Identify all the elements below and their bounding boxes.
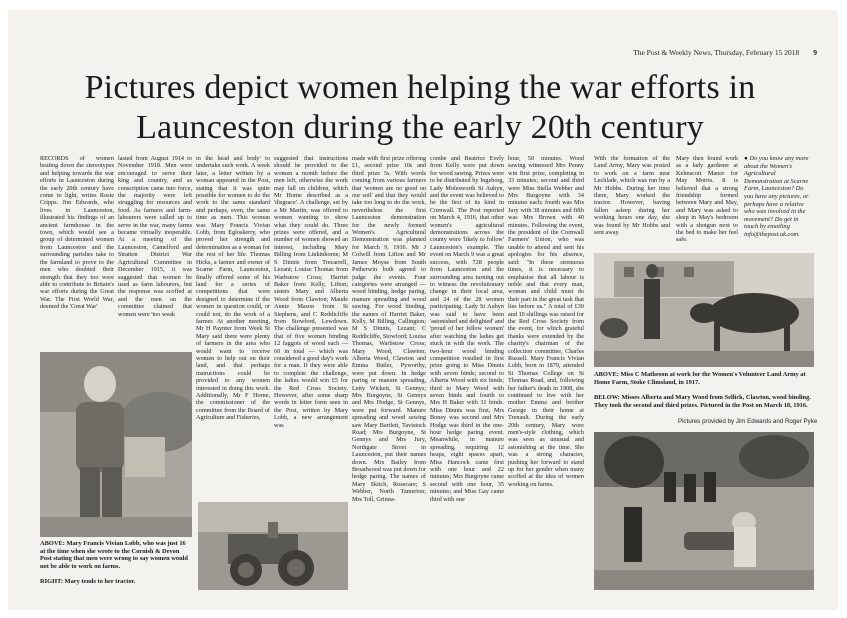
column-text: Mary then found work as a lady gardener at Kelmscott Manor for May Morris. It is believed that a strong friendship formed between Mary and May, and Mary was asked to sleep in May's bedroom with a shotgun next to the bed to make her feel safe. xyxy=(676,155,738,244)
caption-mary-lobb: ABOVE: Mary Francis Vivian Lobb, who was just 16 at the time when she wrote to the Cornish & Devon Post stating that men were wrong to say women would not be able to work on farms. xyxy=(40,540,188,570)
article-column-1 xyxy=(40,155,114,347)
headline-line-2: Launceston during the early 20th century xyxy=(136,109,704,146)
page-number: 9 xyxy=(813,48,817,57)
article-column-8 xyxy=(594,155,670,247)
photo-mary-lobb xyxy=(40,352,192,537)
column-text: made with first prize offering £1, second prize 10s and third prize 5s. With words coming from various farmers that 'women are no good on our soil' and that they would take too long to do the work, nevertheless the first Launceston demonstration for the newly formed Women's Agricultural Demonstration was planned for March 9, 1916. Mr J Colwill from Lifton and Mr James Moyse from South Petherwin both agreed to judge the events. Four categories were arranged — wood binding, hedge paring, manure spreading and wood sawing. For wood binding, the names of Harriet Baker, Kelly, M Billing, Callington; M S Dinnis, Lezant; C Reddicliffe, Stowford; Louisa Thomas, Warbstow Cross; Mary Wood, Clawton; Alberta Wood, Clawton and Emma Butler, Pyworthy, were put down. In hedge paring or manure spreading, Letty Wickett, St Gennys; Mrs Burgoyne, St Gennys and Mrs Hodge, St Gennys, were put forward. Manure spreading and wood sawing saw Mary Bartlett, Tavistock Road; Mrs Burgoyne, St Gennys and Mrs Jury, Northgate Street in Launceston, put their names down. Mrs Bailey from Broadwood was put down for hedge paring. The names of Mary Skitch, Rosecare; S Webber, North Tamerton; Mrs Toll, Grinna- xyxy=(352,155,426,503)
article-column-6 xyxy=(430,155,504,595)
column-text: in the head and body' to undertake such work. A week later, a letter written by a woman appeared in the Post, stating that it was quite possible for women to do the work to the same standard and perhaps, even, the same time as men. This woman was Mary Francis Vivian Lobb, from Egloskerry, who proved her strength and determination as a woman for the rest of her life. Thomas Hicks, a farmer and owner of Scarne Farm, Launceston, finally offered some of his land for a series of competitions that were designed to determine if the women in question could, or could not, do the work of a farmer. At another meeting, Mr H Paynter from Week St Mary said there were plenty of farmers in the area who would want to receive women to help out on their land, and that perhaps instructions could be provided to any women interested in doing this work. Additionally, Mr F Horne, the commissioner of the committee from the Board of Agriculture and Fisheries, xyxy=(196,155,270,422)
column-text: With the formation of the Land Army, Mary was posted to work on a farm near Lechlade, which was run by a Mr Hobbs. During her time there, Mary worked the tractor. However, having fallen asleep during her working hours one day, she was found by Mr Hobbs and sent away. xyxy=(594,155,670,237)
page-header xyxy=(633,48,817,57)
article-column-3 xyxy=(196,155,270,500)
column-text: lasted from August 1914 to November 1918. Men were encouraged to serve their king and country, and as conscription came into force, the majority were left struggling for resources and food. As farmers and farm-labourers were called up to serve in the war, many farms became virtually inoperable. At a meeting of the Launceston, Camelford and Stratton District War Agricultural Committee in December 1915, it was suggested that women be used as farm labourers, but the response was scoffed at and the men on the committee claimed that women were 'too weak xyxy=(118,155,192,318)
column-text: suggested that instructions should be provided to the women a month before the men left, otherwise the work may fall on children, which Mr Horne described as a 'disgrace'. A challenge, set by a Mr Martin, was offered to women wanting to show what they could do. Three prizes were offered, and a number of women showed an interest, including Mary Billing from Linkinhorne; M S Dinnis from Trecarrell, Lezant; Louise Thomas from Warbstow Cross; Harriet Baker from Kelly, Lifton; sisters Mary and Alberta Wood from Clawton; Maude Annie Mason from St Stephens, and C Reddicliffe from Stowford, Lewdown. The challenge presented was that of five women binding 12 faggots of wood each — 60 in total — which was considered a good day's work for a man. If they were able to complete the challenge, the ladies would win £5 for the Red Cross Society. However, after some sharp words in letter form seen in the Post, written by Mary Lobb, a new arrangement was xyxy=(274,155,348,429)
photo-credit: Pictures provided by Jim Edwards and Roger Pyke xyxy=(678,418,818,425)
article-column-5 xyxy=(352,155,426,595)
article-column-4 xyxy=(274,155,348,500)
caption-wood-binding: BELOW: Misses Alberta and Mary Wood from Sellick, Clawton, wood binding. They took the second and third prizes. Pictured in the Post on March 18, 1916. xyxy=(594,394,811,409)
reader-note: ● Do you know any more about the Women's Agricultural Demonstration at Scarne Farm, Launceston? Do you have any pictures, or perhaps have a relative who was involved in the movement? Do get in touch by emailing info@thepost.uk.com. xyxy=(744,155,809,238)
column-text: combe and Beatrice Evely from Kelly were put down for wood sawing. Prizes were to be distributed by Ingeborg, Lady Molesworth St Aubyn, and the event was believed to be the first of its kind in Cornwall. The Post reported on March 4, 1916, that other women's agricultural demonstrations across the county were 'likely to follow' Launceston's example. The event on March 9 was a great success, with 728 people from Launceston and the surrounding area turning out to witness the revolutionary change in their local area, and 24 of the 28 women participating. Lady St Aubyn was said to have been 'astonished and delighted' and 'proud of her fellow women' after watching the ladies get stuck in with the work. The two-hour wood binding competition resulted in first prize going to Miss Dinnis with seven binds; second to Alberta Wood with six binds; third to Mary Wood with seven binds and fourth to Mrs H Baker with 11 binds. Miss Dinnis was first, Mrs Boney was second and Mrs Hodge was third in the one-hour hedge paring event. Meanwhile, in manure spreading, requiring 12 heaps, eight spaces apart, Miss Hancock came first with one hour and 22 minutes; Mrs Burgoyne came second with one hour, 35 minutes; and Miss Gay came third with one xyxy=(430,155,504,503)
article-column-2 xyxy=(118,155,192,347)
column-text: hour, 50 minutes. Wood sawing witnessed Mrs Penny win first prize, completing in 33 minutes; second and third were Miss Stella Webber and Mrs Burgoyne with 34 minutes each; fourth was Mrs Jury with 38 minutes and fifth was Mrs Brown with 40 minutes. Following the event, the president of the Cornwall Farmers' Union, who was unable to attend and sent his apologies for his absence, said: "In these strenuous times, it is necessary to emphasise that all labour is noble and that every man, woman and child must do their part in the great task that lies before us." A total of £30 and 10 shillings was raised for the Red Cross Society from the event, for which grateful thanks were extended by the charity's chairman of the collection committee, Charles Russell. Mary Francis Vivian Lobb, born in 1879, attended St Thomas College on St Thomas Road, and, following her father's death in 1908, she continued to live with her mother Emma and brother George in their home at Trenault. During the early 20th century, Mary wore men's-style clothing, which was seen as unusual and astonishing at the time. She was a strong character, pushing her forward to stand up for her gender when many scoffed at the idea of women working on farms. xyxy=(508,155,584,488)
headline xyxy=(30,68,810,148)
column-text: RECORDS of women beating down the stereotypes and helping towards the war efforts in Launceston during the early 20th century have come to light, writes Rosie Cripps. Jim Edwards, who lives in Launceston, illustrated his findings of an ancient farmhouse in the town, which would see a group of determined women from Launceston and the surrounding parishes take to the farmland to prove to the men who doubted their strength that they too were able to contribute to Britain's war efforts during the Great War. The First World War, deemed the 'Great War' xyxy=(40,155,114,311)
photo-tractor xyxy=(198,502,348,590)
photo-land-army xyxy=(594,253,814,367)
caption-tractor: RIGHT: Mary tends to her tractor. xyxy=(40,578,136,585)
caption-land-army: ABOVE: Miss C Matheson at work for the Women's Volunteer Land Army at Home Farm, Stoke Climsland, in 1917. xyxy=(594,371,806,386)
photo-wood-binding xyxy=(594,432,814,590)
article-column-9 xyxy=(676,155,738,247)
article-column-7 xyxy=(508,155,584,595)
header-text: The Post & Weekly News, Thursday, February 15 2018 xyxy=(633,48,800,57)
headline-line-1: Pictures depict women helping the war efforts in xyxy=(84,69,756,106)
